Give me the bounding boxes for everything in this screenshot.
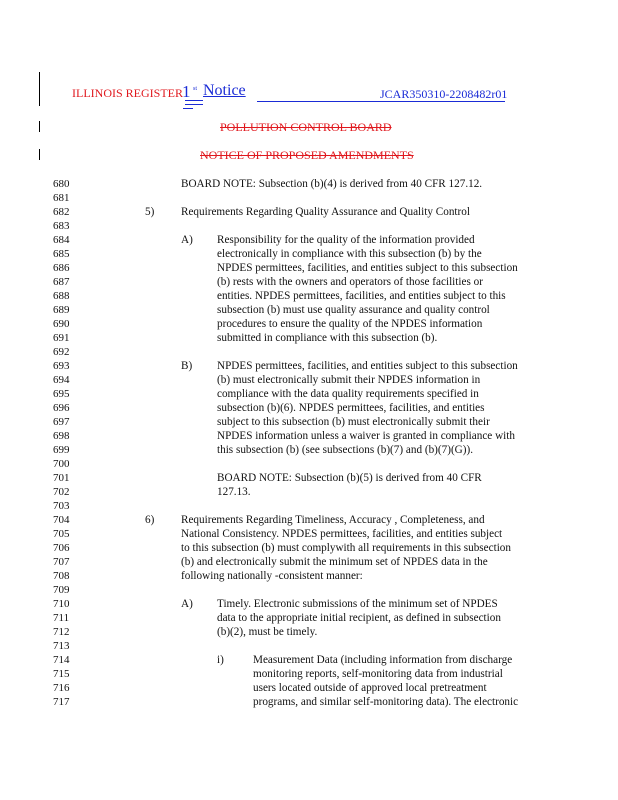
change-bar [39,72,40,106]
line-number: 690 [53,318,70,330]
line-number: 685 [53,248,70,260]
line-number: 692 [53,346,70,358]
change-bar [39,149,40,160]
subitem-label: A) [181,234,193,246]
text-line: (b) and electronically submit the minimum set of NPDES data in the [181,556,488,568]
text-line: NPDES permittees, facilities, and entities subject to this subsection [217,262,518,274]
board-note: BOARD NOTE: Subsection (b)(5) is derived from 40 CFR [217,472,482,484]
line-number: 684 [53,234,70,246]
line-number: 694 [53,374,70,386]
register-title: ILLINOIS REGISTER [72,86,183,100]
line-number: 711 [53,612,70,624]
line-number: 696 [53,402,70,414]
line-number: 706 [53,542,70,554]
text-line: Timely. Electronic submissions of the minimum set of NPDES [217,598,498,610]
text-line: subsection (b) must use quality assurance and quality control [217,304,490,316]
text-line: to this subsection (b) must complywith all requirements in this subsection [181,542,511,554]
text-line: monitoring reports, self-monitoring data from industrial [253,668,503,680]
notice-label: Notice [203,82,246,99]
text-line: this subsection (b) (see subsections (b)(7) and (b)(7)(G)). [217,444,473,456]
text-line: programs, and similar self-monitoring data). The electronic [253,696,519,708]
line-number: 688 [53,290,70,302]
text-line: electronically in compliance with this subsection (b) by the [217,248,482,260]
subitem-label: B) [181,360,193,372]
notice-type: NOTICE OF PROPOSED AMENDMENTS [200,148,414,162]
line-number: 691 [53,332,70,344]
text-line: following nationally -consistent manner: [181,570,363,582]
line-number: 699 [53,444,70,456]
text-line: National Consistency. NPDES permittees, facilities, and entities subject [181,528,503,540]
line-number: 683 [53,220,70,232]
line-number: 704 [53,514,70,526]
line-number: 698 [53,430,70,442]
item-number: 6) [145,514,155,526]
line-number: 708 [53,570,70,582]
line-number: 682 [53,206,70,218]
board-name: POLLUTION CONTROL BOARD [220,120,392,134]
text-line: (b) must electronically submit their NPDES information in [217,374,481,386]
text-line: entities. NPDES permittees, facilities, and entities subject to this [217,290,506,302]
line-number: 717 [53,696,70,708]
line-number: 712 [53,626,70,638]
line-number: 701 [53,472,70,484]
line-number: 700 [53,458,70,470]
text-line: procedures to ensure the quality of the NPDES information [217,318,483,330]
underline-mark [183,108,193,109]
text-line: compliance with the data quality requirements specified in [217,388,479,400]
line-number: 702 [53,486,70,498]
line-number: 681 [53,192,70,204]
line-number: 715 [53,668,70,680]
line-number: 693 [53,360,70,372]
doc-code: JCAR350310-2208482r01 [380,87,508,101]
board-note: BOARD NOTE: Subsection (b)(4) is derived from 40 CFR 127.12. [181,178,483,190]
text-line: Requirements Regarding Timeliness, Accuracy , Completeness, and [181,514,485,526]
item-number: 5) [145,206,155,218]
line-number: 689 [53,304,70,316]
line-number: 709 [53,584,70,596]
text-line: subject to this subsection (b) must electronically submit their [217,416,490,428]
line-number: 686 [53,262,70,274]
text-line: (b) rests with the owners and operators of those facilities or [217,276,483,288]
underline-mark [185,100,203,105]
line-number: 716 [53,682,70,694]
line-number: 713 [53,640,70,652]
line-number: 687 [53,276,70,288]
line-number: 707 [53,556,70,568]
subitem-label: A) [181,598,193,610]
text-line: data to the appropriate initial recipient, as defined in subsection [217,612,501,624]
subitem-label: i) [217,654,224,666]
item-title: Requirements Regarding Quality Assurance and Quality Control [181,206,470,218]
board-note: 127.13. [217,486,251,498]
line-number: 714 [53,654,70,666]
line-number: 680 [53,178,70,190]
text-line: users located outside of approved local pretreatment [253,682,487,694]
line-number: 697 [53,416,70,428]
page-number: 1 [182,82,191,101]
text-line: (b)(2), must be timely. [217,626,318,638]
text-line: NPDES permittees, facilities, and entities subject to this subsection [217,360,518,372]
text-line: NPDES information unless a waiver is granted in compliance with [217,430,515,442]
line-number: 710 [53,598,70,610]
text-line: Responsibility for the quality of the information provided [217,234,475,246]
line-number: 695 [53,388,70,400]
line-number: 705 [53,528,70,540]
text-line: submitted in compliance with this subsection (b). [217,332,438,344]
line-number: 703 [53,500,70,512]
page-number-suffix: st [193,86,198,92]
change-bar [39,121,40,132]
text-line: subsection (b)(6). NPDES permittees, facilities, and entities [217,402,485,414]
text-line: Measurement Data (including information from discharge [253,654,513,666]
